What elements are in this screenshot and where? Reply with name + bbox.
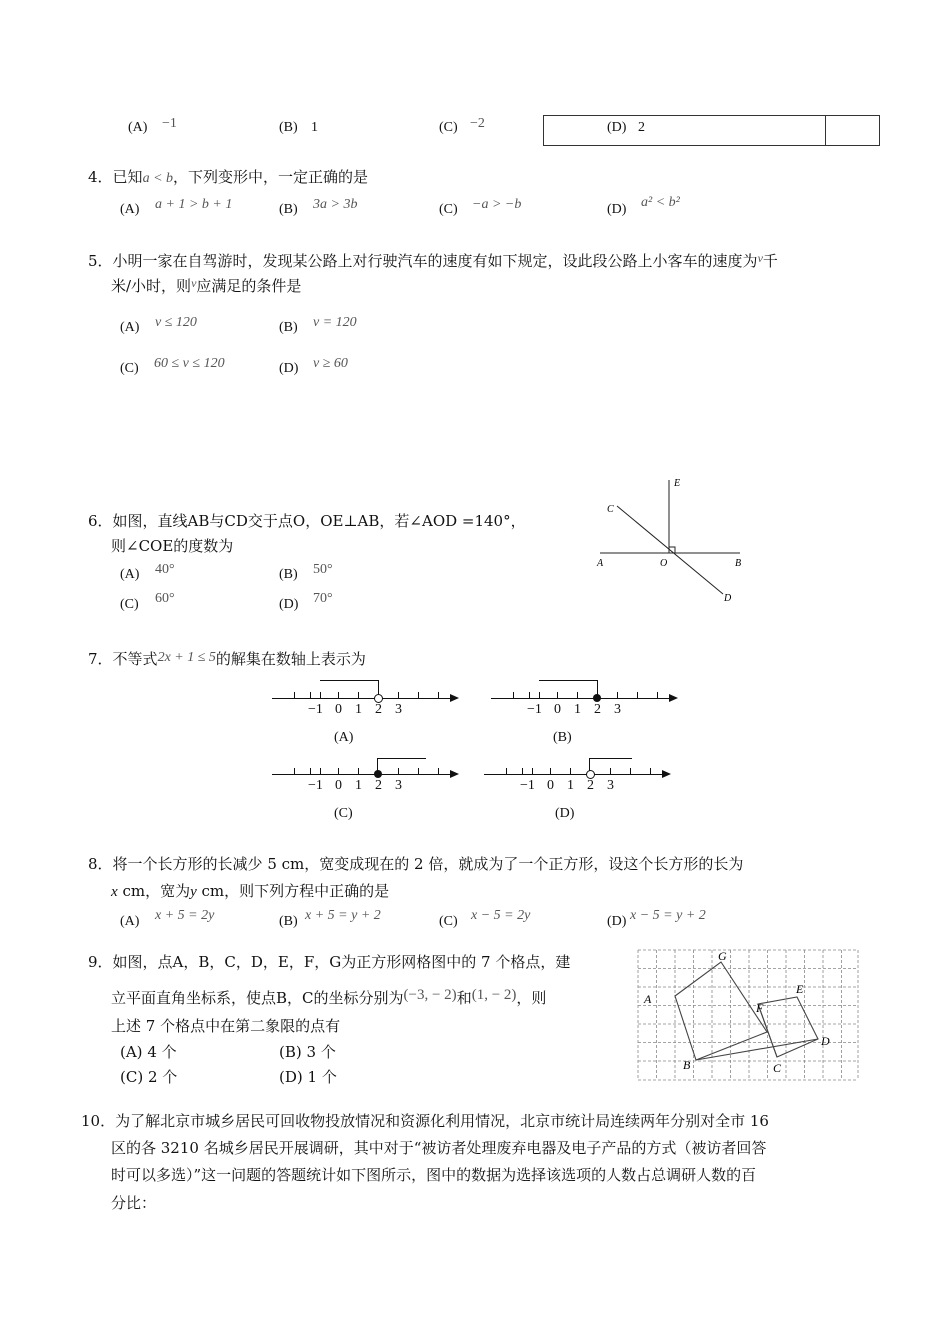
q6-option-d-value: 70°	[313, 591, 333, 606]
q8-option-c-value: x − 5 = 2y	[471, 908, 531, 923]
q5-line1-b: 千	[762, 252, 778, 270]
q7-c-tick-label: −1	[308, 778, 323, 793]
q3-option-d-label: (D)	[607, 120, 627, 135]
q5-line2-b: 应满足的条件是	[196, 277, 302, 295]
q3-box-divider	[825, 116, 826, 145]
q4-condition: a < b	[142, 171, 174, 186]
q7-text-b: 的解集在数轴上表示为	[215, 650, 366, 668]
q7-text-a: 不等式	[112, 650, 158, 668]
q9-option-b-label: (B)	[279, 1043, 302, 1061]
q9-coord-c: (1, − 2)	[471, 987, 517, 1003]
q9-stem-line2	[111, 987, 546, 1008]
q9-label-c: C	[773, 1061, 782, 1075]
q5-option-a-value: v ≤ 120	[155, 315, 197, 330]
q5-stem-line2	[111, 275, 301, 296]
q7-b-arrow	[669, 694, 678, 702]
q9-option-a	[120, 1041, 177, 1062]
q10-number: 10．	[81, 1112, 116, 1130]
q7-a-bracket	[320, 680, 379, 699]
q10-stem-line2: 区的各 3210 名城乡居民开展调研，其中对于“被访者处理废弃电器及电子产品的方式（被访者回答	[111, 1139, 767, 1157]
q3-option-d-box	[543, 115, 880, 146]
q8-option-b-value: x + 5 = y + 2	[305, 908, 381, 923]
q9-line2-b: 和	[456, 989, 472, 1007]
q6-stem-line1	[88, 510, 526, 531]
q7-c-tick-label: 3	[395, 778, 402, 793]
q6-option-b-label: (B)	[279, 567, 298, 582]
q7-c-tick-label: 1	[355, 778, 362, 793]
q7-d-tick-label: 0	[547, 778, 554, 793]
q3-option-c-label: (C)	[439, 120, 458, 135]
q8-stem-line2	[111, 880, 389, 901]
q6-line-cd	[617, 506, 723, 594]
q9-option-d-label: (D)	[279, 1068, 303, 1086]
q5-line1-a: 小明一家在自驾游时，发现某公路上对行驶汽车的速度有如下规定，设此段公路上小客车的速度为	[112, 252, 758, 270]
q9-option-c	[120, 1066, 177, 1087]
q9-option-a-value: 4 个	[147, 1043, 177, 1061]
q5-option-d-label: (D)	[279, 361, 299, 376]
q4-text-b: ，下列变形中，一定正确的是	[173, 168, 369, 186]
q9-line2-c: ，则	[516, 989, 547, 1007]
q7-d-arrow	[662, 770, 671, 778]
q5-option-c-label: (C)	[120, 361, 139, 376]
q7-d-tick-label: 1	[567, 778, 574, 793]
q9-label-g: G	[718, 949, 727, 963]
q5-line2-a: 米/小时，则	[111, 277, 192, 295]
q6-option-c-value: 60°	[155, 591, 175, 606]
q7-d-tick-label: −1	[520, 778, 535, 793]
q8-option-c-label: (C)	[439, 914, 458, 929]
q3-option-a-value: −1	[162, 116, 177, 131]
q5-option-b-label: (B)	[279, 320, 298, 335]
q7-option-a-label: (A)	[334, 730, 354, 745]
q7-option-b-label: (B)	[553, 730, 572, 745]
q7-b-tick-label: 1	[574, 702, 581, 717]
q7-b-tick-label: −1	[527, 702, 542, 717]
q4-option-c-value: −a > −b	[472, 197, 522, 212]
q5-stem-line1	[88, 250, 778, 271]
q9-grid-figure	[636, 948, 860, 1084]
q7-a-tick-label: 2	[375, 702, 382, 717]
q6-option-c-label: (C)	[120, 597, 139, 612]
q5-option-a-label: (A)	[120, 320, 140, 335]
q6-label-c: C	[607, 504, 614, 515]
q6-label-b: B	[735, 558, 742, 569]
q7-b-tick-label: 2	[594, 702, 601, 717]
q10-stem-line3: 时可以多选）”这一问题的答题统计如下图所示，图中的数据为选择该选项的人数占总调研人数的百	[111, 1166, 757, 1184]
q7-a-tick-label: 0	[335, 702, 342, 717]
q7-inequality: 2x + 1 ≤ 5	[157, 650, 216, 665]
q9-label-b: B	[683, 1058, 691, 1072]
q7-option-c-label: (C)	[334, 806, 353, 821]
q8-option-a-value: x + 5 = 2y	[155, 908, 215, 923]
q6-option-a-label: (A)	[120, 567, 140, 582]
q5-var-v2: v	[191, 276, 197, 290]
q7-c-arrow	[450, 770, 459, 778]
q9-label-a: A	[644, 992, 652, 1006]
q9-label-f: F	[756, 1001, 764, 1015]
q9-coord-b: (−3, − 2)	[403, 987, 457, 1003]
q7-option-d-label: (D)	[555, 806, 575, 821]
q9-square-agcb	[675, 962, 767, 1060]
q8-option-a-label: (A)	[120, 914, 140, 929]
q9-line1: 如图，点A，B，C，D，E，F，G为正方形网格图中的 7 个格点，建	[112, 953, 571, 971]
q7-b-tick-label: 3	[614, 702, 621, 717]
q9-option-c-value: 2 个	[147, 1068, 178, 1086]
q4-number: 4．	[88, 168, 113, 186]
q9-option-d	[279, 1066, 337, 1087]
q4-option-a-label: (A)	[120, 202, 140, 217]
q4-option-b-value: 3a > 3b	[313, 197, 358, 212]
q7-b-filled-dot	[593, 694, 601, 702]
q4-option-d-label: (D)	[607, 202, 627, 217]
q6-figure	[590, 470, 760, 610]
q8-var-y: y	[190, 884, 197, 900]
q7-stem	[88, 648, 366, 669]
q7-d-bracket	[589, 758, 632, 775]
q5-var-v: v	[757, 251, 763, 265]
q7-d-tick-label: 2	[587, 778, 594, 793]
q4-option-d-value: a² < b²	[641, 195, 680, 210]
q7-a-tick-label: −1	[308, 702, 323, 717]
q7-number: 7．	[88, 650, 113, 668]
q3-option-d-value: 2	[638, 120, 645, 135]
q9-option-b	[279, 1041, 336, 1062]
q6-option-b-value: 50°	[313, 562, 333, 577]
q5-option-d-value: v ≥ 60	[313, 356, 348, 371]
q7-c-filled-dot	[374, 770, 382, 778]
q8-line2-b: cm，则下列方程中正确的是	[196, 882, 390, 900]
q5-option-c-value: 60 ≤ v ≤ 120	[154, 356, 225, 371]
q9-stem-line1	[88, 951, 570, 972]
q8-option-d-value: x − 5 = y + 2	[630, 908, 706, 923]
q7-b-bracket	[539, 680, 598, 699]
q10-line1: 为了解北京市城乡居民可回收物投放情况和资源化利用情况，北京市统计局连续两年分别对全市 16	[115, 1112, 769, 1130]
q7-b-tick-label: 0	[554, 702, 561, 717]
q9-shapes	[675, 962, 818, 1060]
q6-option-d-label: (D)	[279, 597, 299, 612]
q7-c-bracket	[377, 758, 426, 775]
q7-numberline-a	[272, 676, 467, 736]
q3-option-b-label: (B)	[279, 120, 298, 135]
q8-line1: 将一个长方形的长减少 5 cm，宽变成现在的 2 倍，就成为了一个正方形，设这个长方形的长为	[112, 855, 744, 873]
q3-option-b-value: 1	[311, 120, 318, 135]
q6-line1: 如图，直线AB与CD交于点O，OE⊥AB，若∠AOD =140°，	[112, 512, 526, 530]
q5-number: 5．	[88, 252, 113, 270]
q9-grid-lines	[638, 950, 858, 1080]
q10-stem-line1	[81, 1110, 769, 1131]
q6-option-a-value: 40°	[155, 562, 175, 577]
q4-text-a: 已知	[112, 168, 143, 186]
q4-option-a-value: a + 1 > b + 1	[155, 197, 233, 212]
q8-option-b-label: (B)	[279, 914, 298, 929]
q7-d-tick-label: 3	[607, 778, 614, 793]
q9-label-e: E	[796, 982, 804, 996]
q9-label-d: D	[821, 1034, 830, 1048]
q9-option-b-value: 3 个	[306, 1043, 336, 1061]
q9-stem-line3: 上述 7 个格点中在第二象限的点有	[111, 1017, 341, 1035]
q4-stem	[88, 166, 368, 187]
q8-stem-line1	[88, 853, 743, 874]
q9-option-a-label: (A)	[120, 1043, 143, 1061]
q6-stem-line2: 则∠COE的度数为	[111, 537, 234, 555]
q6-label-e: E	[674, 478, 681, 489]
q6-number: 6．	[88, 512, 113, 530]
q7-a-tick-label: 1	[355, 702, 362, 717]
q7-a-tick-label: 3	[395, 702, 402, 717]
q9-option-d-value: 1 个	[307, 1068, 337, 1086]
q8-var-x: x	[111, 884, 118, 900]
q9-line2-a: 立平面直角坐标系，使点B，C的坐标分别为	[111, 989, 404, 1007]
q7-numberline-c	[272, 752, 467, 812]
q9-option-c-label: (C)	[120, 1068, 144, 1086]
q6-label-a: A	[597, 558, 604, 569]
q9-number: 9．	[88, 953, 113, 971]
q4-option-b-label: (B)	[279, 202, 298, 217]
q7-numberline-b	[491, 676, 686, 736]
q7-c-tick-label: 0	[335, 778, 342, 793]
q8-number: 8．	[88, 855, 113, 873]
q7-a-arrow	[450, 694, 459, 702]
q7-numberline-d	[484, 752, 679, 812]
q8-option-d-label: (D)	[607, 914, 627, 929]
q3-option-a-label: (A)	[128, 120, 148, 135]
q5-option-b-value: v = 120	[313, 315, 357, 330]
q6-label-d: D	[724, 593, 732, 604]
q4-option-c-label: (C)	[439, 202, 458, 217]
q6-label-o: O	[660, 558, 668, 569]
q8-line2-a: cm，宽为	[117, 882, 191, 900]
q7-c-tick-label: 2	[375, 778, 382, 793]
q3-option-c-value: −2	[470, 116, 485, 131]
q10-stem-line4: 分比：	[111, 1194, 157, 1212]
